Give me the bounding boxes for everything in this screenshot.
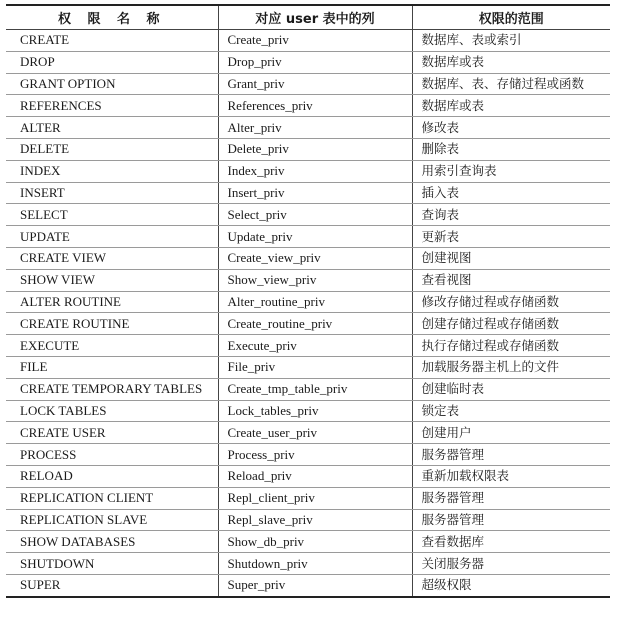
user-column-cell: Select_priv	[218, 204, 412, 226]
user-column-cell: Show_view_priv	[218, 269, 412, 291]
privilege-name-cell: GRANT OPTION	[6, 73, 218, 95]
user-column-cell: Show_db_priv	[218, 531, 412, 553]
privilege-name-cell: CREATE USER	[6, 422, 218, 444]
table-row	[6, 204, 610, 226]
privilege-scope-cell: 超级权限	[412, 574, 610, 596]
privilege-scope-cell: 创建存储过程或存储函数	[412, 313, 610, 335]
user-column-cell: Execute_priv	[218, 335, 412, 357]
header-privilege-scope: 权限的范围	[412, 5, 610, 30]
privilege-name-cell: DROP	[6, 51, 218, 73]
privilege-scope-cell: 插入表	[412, 182, 610, 204]
user-column-cell: References_priv	[218, 95, 412, 117]
privilege-scope-cell: 修改表	[412, 117, 610, 139]
user-column-cell: Create_view_priv	[218, 247, 412, 269]
table-row	[6, 553, 610, 575]
table-header	[6, 5, 610, 30]
table-row	[6, 117, 610, 139]
privilege-scope-cell: 关闭服务器	[412, 553, 610, 575]
privilege-name-cell: REPLICATION CLIENT	[6, 487, 218, 509]
table-row	[6, 138, 610, 160]
privilege-name-cell: REPLICATION SLAVE	[6, 509, 218, 531]
user-column-cell: Process_priv	[218, 444, 412, 466]
privilege-scope-cell: 删除表	[412, 138, 610, 160]
table-row	[6, 313, 610, 335]
user-column-cell: Update_priv	[218, 226, 412, 248]
privilege-scope-cell: 服务器管理	[412, 444, 610, 466]
privilege-scope-cell: 查看数据库	[412, 531, 610, 553]
table-body	[6, 30, 610, 597]
table-row	[6, 465, 610, 487]
privilege-name-cell: SUPER	[6, 574, 218, 596]
privilege-scope-cell: 创建用户	[412, 422, 610, 444]
privilege-name-cell: INDEX	[6, 160, 218, 182]
user-column-cell: Create_tmp_table_priv	[218, 378, 412, 400]
table-row	[6, 291, 610, 313]
privilege-name-cell: CREATE ROUTINE	[6, 313, 218, 335]
privilege-name-cell: ALTER ROUTINE	[6, 291, 218, 313]
privilege-name-cell: SHOW VIEW	[6, 269, 218, 291]
header-user-table-column: 对应 user 表中的列	[218, 5, 412, 30]
table-row	[6, 356, 610, 378]
privilege-scope-cell: 执行存储过程或存储函数	[412, 335, 610, 357]
privilege-name-cell: CREATE VIEW	[6, 247, 218, 269]
user-column-cell: Repl_slave_priv	[218, 509, 412, 531]
table-row	[6, 226, 610, 248]
privilege-name-cell: ALTER	[6, 117, 218, 139]
user-column-cell: Repl_client_priv	[218, 487, 412, 509]
privilege-name-cell: UPDATE	[6, 226, 218, 248]
table-row	[6, 182, 610, 204]
privilege-scope-cell: 重新加载权限表	[412, 465, 610, 487]
privilege-scope-cell: 锁定表	[412, 400, 610, 422]
table-row	[6, 378, 610, 400]
table-row	[6, 95, 610, 117]
table-row	[6, 30, 610, 52]
user-column-cell: File_priv	[218, 356, 412, 378]
user-column-cell: Alter_routine_priv	[218, 291, 412, 313]
privilege-scope-cell: 数据库或表	[412, 51, 610, 73]
user-column-cell: Super_priv	[218, 574, 412, 596]
user-column-cell: Lock_tables_priv	[218, 400, 412, 422]
privilege-scope-cell: 数据库或表	[412, 95, 610, 117]
table-row	[6, 422, 610, 444]
privilege-name-cell: SHOW DATABASES	[6, 531, 218, 553]
user-column-cell: Drop_priv	[218, 51, 412, 73]
table-row	[6, 531, 610, 553]
header-privilege-name: 权 限 名 称	[6, 5, 218, 30]
table-row	[6, 51, 610, 73]
user-column-cell: Delete_priv	[218, 138, 412, 160]
privilege-table	[6, 4, 610, 598]
privilege-scope-cell: 修改存储过程或存储函数	[412, 291, 610, 313]
table-row	[6, 335, 610, 357]
table-row	[6, 444, 610, 466]
privilege-name-cell: SHUTDOWN	[6, 553, 218, 575]
table-row	[6, 400, 610, 422]
header-row	[6, 5, 610, 30]
table-row	[6, 73, 610, 95]
privilege-scope-cell: 创建视图	[412, 247, 610, 269]
privilege-name-cell: FILE	[6, 356, 218, 378]
user-column-cell: Reload_priv	[218, 465, 412, 487]
privilege-scope-cell: 加载服务器主机上的文件	[412, 356, 610, 378]
privilege-scope-cell: 数据库、表、存储过程或函数	[412, 73, 610, 95]
privilege-name-cell: EXECUTE	[6, 335, 218, 357]
privilege-scope-cell: 服务器管理	[412, 487, 610, 509]
privilege-name-cell: SELECT	[6, 204, 218, 226]
table-row	[6, 509, 610, 531]
privilege-name-cell: CREATE	[6, 30, 218, 52]
user-column-cell: Create_priv	[218, 30, 412, 52]
privilege-name-cell: DELETE	[6, 138, 218, 160]
privilege-scope-cell: 查看视图	[412, 269, 610, 291]
table-row	[6, 160, 610, 182]
user-column-cell: Grant_priv	[218, 73, 412, 95]
privilege-name-cell: INSERT	[6, 182, 218, 204]
privilege-name-cell: RELOAD	[6, 465, 218, 487]
user-column-cell: Alter_priv	[218, 117, 412, 139]
user-column-cell: Create_user_priv	[218, 422, 412, 444]
user-column-cell: Index_priv	[218, 160, 412, 182]
privilege-name-cell: PROCESS	[6, 444, 218, 466]
privilege-scope-cell: 查询表	[412, 204, 610, 226]
table-row	[6, 574, 610, 596]
privilege-scope-cell: 数据库、表或索引	[412, 30, 610, 52]
privilege-scope-cell: 用索引查询表	[412, 160, 610, 182]
privilege-scope-cell: 服务器管理	[412, 509, 610, 531]
privilege-name-cell: REFERENCES	[6, 95, 218, 117]
privilege-name-cell: LOCK TABLES	[6, 400, 218, 422]
privilege-scope-cell: 更新表	[412, 226, 610, 248]
privilege-scope-cell: 创建临时表	[412, 378, 610, 400]
user-column-cell: Insert_priv	[218, 182, 412, 204]
table-row	[6, 269, 610, 291]
user-column-cell: Create_routine_priv	[218, 313, 412, 335]
table-row	[6, 487, 610, 509]
user-column-cell: Shutdown_priv	[218, 553, 412, 575]
privilege-name-cell: CREATE TEMPORARY TABLES	[6, 378, 218, 400]
table-row	[6, 247, 610, 269]
